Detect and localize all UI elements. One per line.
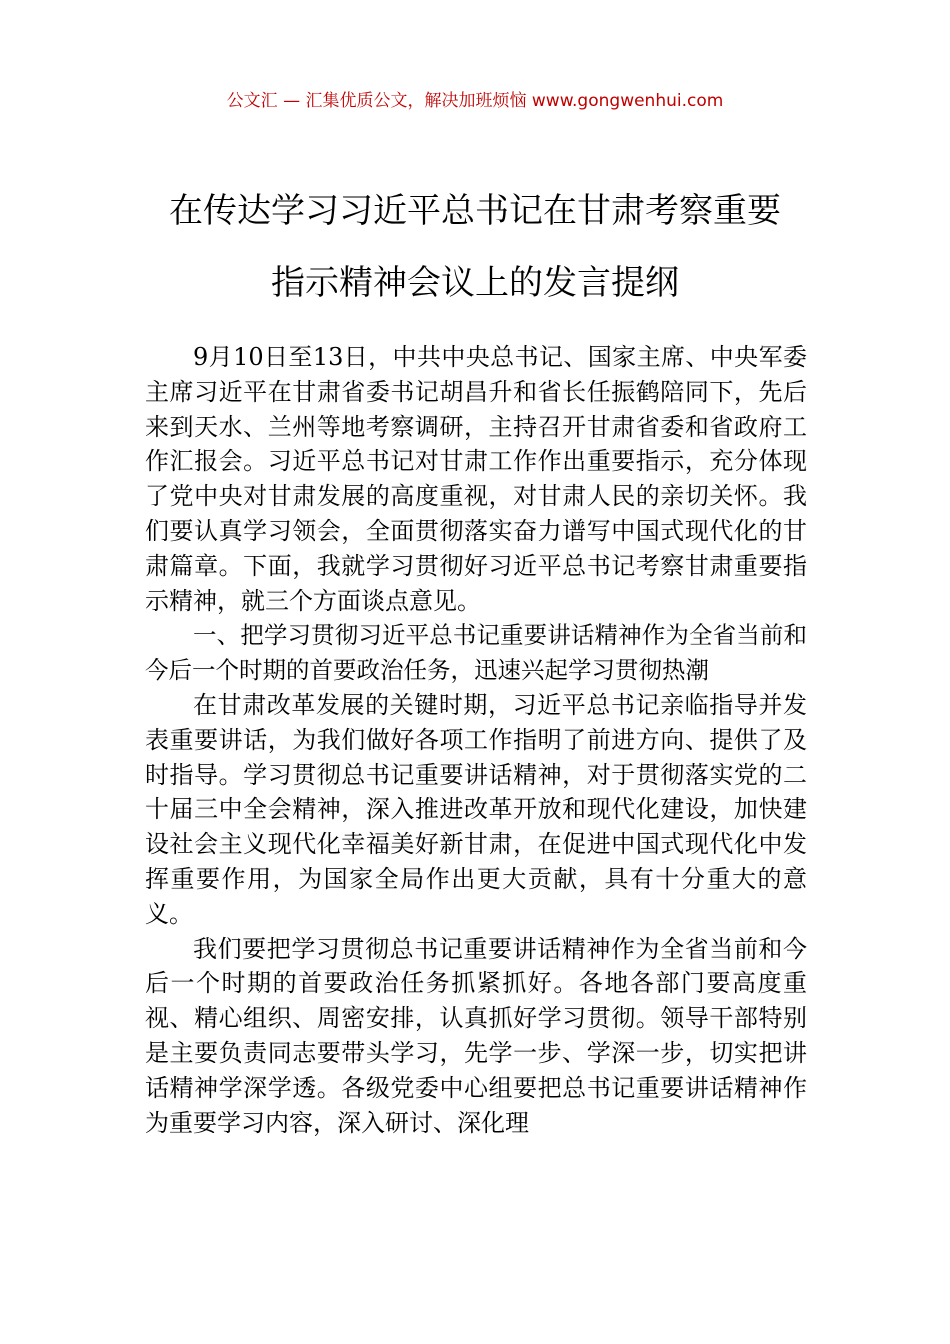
paragraph-intro: 9月10日至13日，中共中央总书记、国家主席、中央军委主席习近平在甘肃省委书记胡昌升和省长任振鹤陪同下，先后来到天水、兰州等地考察调研，主持召开甘肃省委和省政府工作汇报会。习近平总书记对甘肃工作作出重要指示，充分体现了党中央对甘肃发展的高度重视，对甘肃人民的亲切关怀。我们要认真学习领会，全面贯彻落实奋力谱写中国式现代化的甘肃篇章。下面，我就学习贯彻好习近平总书记考察甘肃重要指示精神，就三个方面谈点意见。 bbox=[145, 343, 807, 615]
paragraph-2: 在甘肃改革发展的关键时期，习近平总书记亲临指导并发表重要讲话，为我们做好各项工作指明了前进方向、提供了及时指导。学习贯彻总书记重要讲话精神，对于贯彻落实党的二十届三中全会精神，深入推进改革开放和现代化建设，加快建设社会主义现代化幸福美好新甘肃，在促进中国式现代化中发挥重要作用，为国家全局作出更大贡献，具有十分重大的意义。 bbox=[145, 690, 807, 928]
header-banner: 公文汇 — 汇集优质公文，解决加班烦恼 www.gongwenhui.com bbox=[226, 91, 724, 111]
paragraph-3: 我们要把学习贯彻总书记重要讲话精神作为全省当前和今后一个时期的首要政治任务抓紧抓好。各地各部门要高度重视、精心组织、周密安排，认真抓好学习贯彻。领导干部特别是主要负责同志要带头学习，先学一步、学深一步，切实把讲话精神学深学透。各级党委中心组要把总书记重要讲话精神作为重要学习内容，深入研讨、深化理 bbox=[145, 934, 807, 1137]
title-line-1: 在传达学习习近平总书记在甘肃考察重要 bbox=[169, 191, 781, 231]
section-heading-1: 一、把学习贯彻习近平总书记重要讲话精神作为全省当前和今后一个时期的首要政治任务，迅速兴起学习贯彻热潮 bbox=[145, 621, 807, 685]
document-title bbox=[0, 175, 950, 319]
title-line-2: 指示精神会议上的发言提纲 bbox=[271, 263, 679, 303]
document-body bbox=[145, 340, 807, 1140]
